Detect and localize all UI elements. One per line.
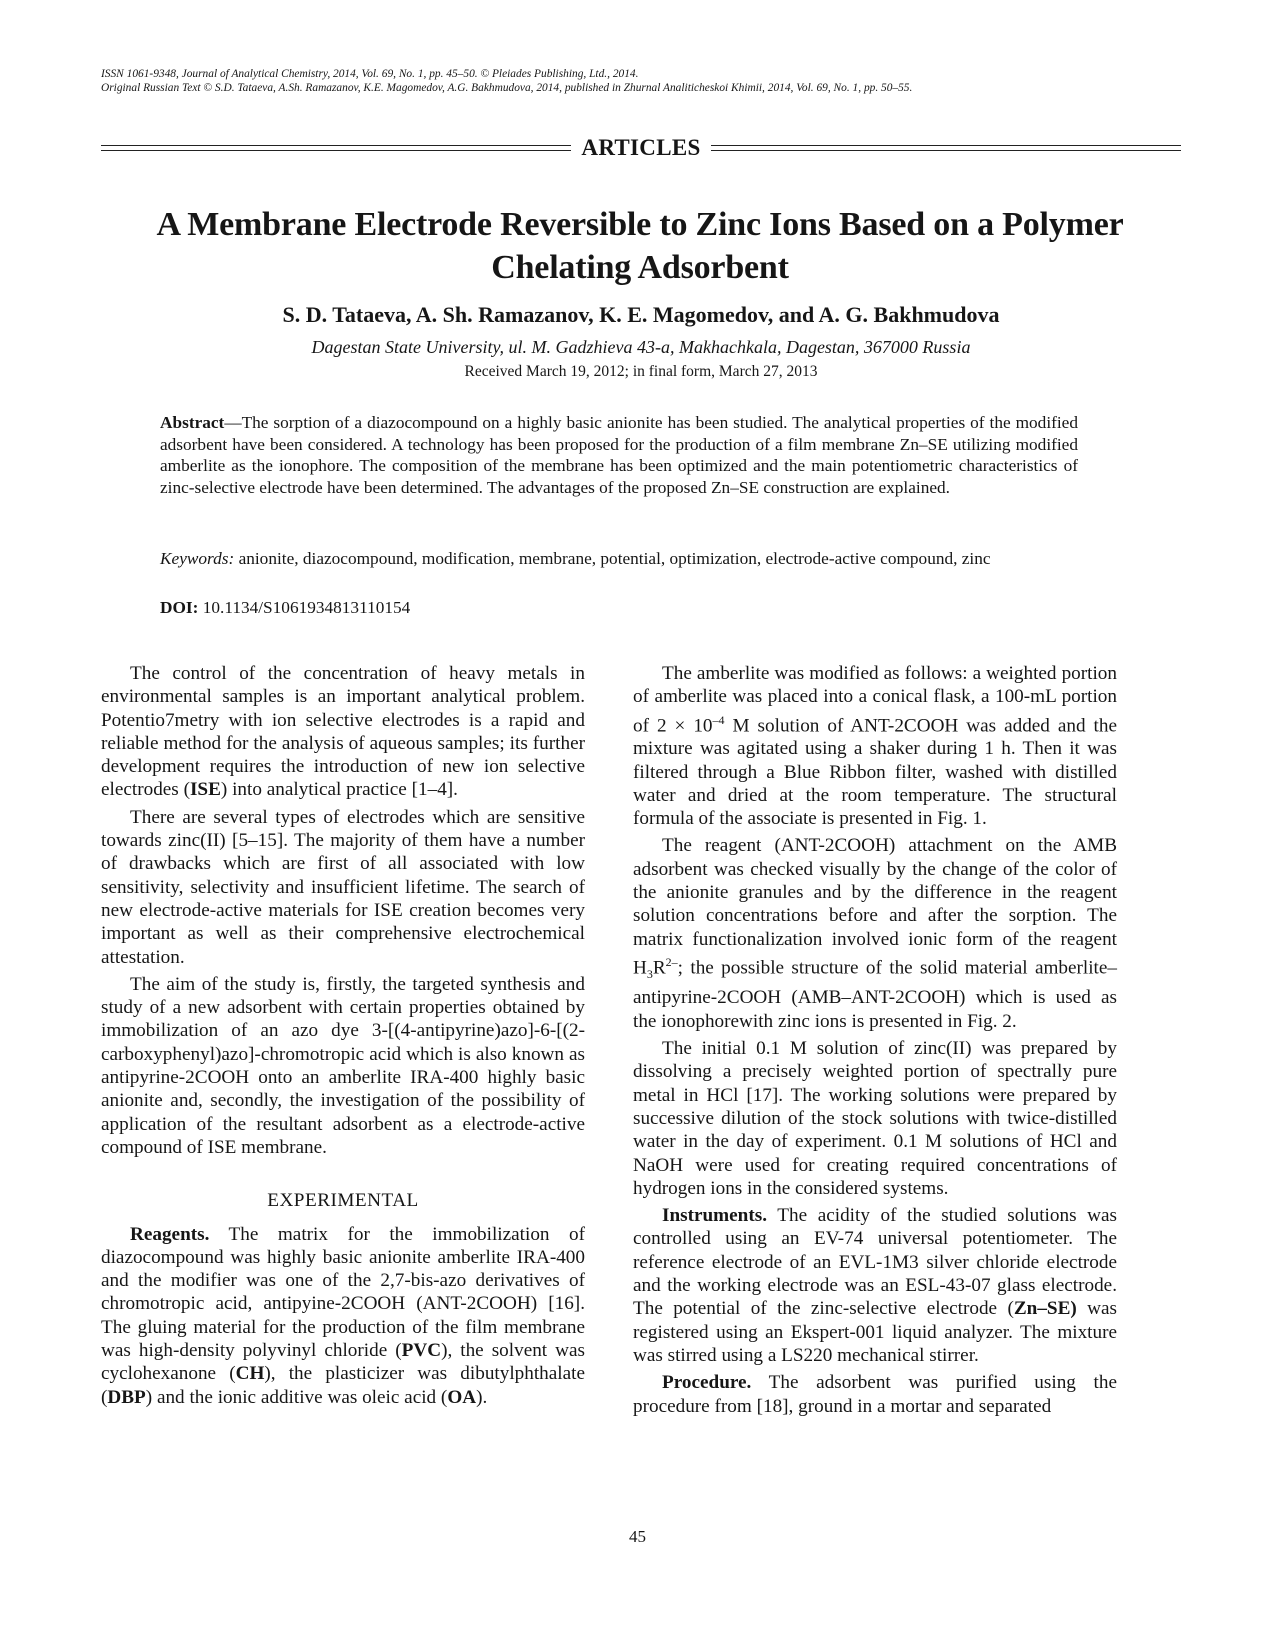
paragraph: [633, 662, 1117, 830]
abstract-text: —The sorption of a diazocompound on a highly basic anionite has been studied. The analytical properties of the modified adsorbent have been considered. A technology has been proposed for the production of a film membrane Zn–SE utilizing modified amberlite as the ionophore. The composition of the membrane has been optimized and the main potentiometric characteristics of zinc-selective electrode have been determined. The advantages of the proposed Zn–SE construction are explained.: [160, 413, 1078, 497]
paragraph: The aim of the study is, firstly, the targeted synthesis and study of a new adsorbent with certain properties obtained by immobilization of an azo dye 3-[(4-antipyrine)azo]-6-[(2-carboxyphenyl)azo]-chromotropic acid which is also known as antipyrine-2COOH onto an amberlite IRA-400 highly basic anionite and, secondly, the investigation of the possibility of application of the resultant adsorbent as a electrode-active compound of ISE membrane.: [101, 973, 585, 1158]
doi-label: DOI:: [160, 598, 199, 617]
paragraph: [633, 834, 1117, 1033]
section-rule-left: [101, 145, 571, 151]
run-in-heading: Instruments.: [662, 1205, 768, 1227]
keywords: [160, 548, 1078, 570]
abbrev-ch: CH: [235, 1363, 265, 1385]
paragraph-text: The amberlite was modified as follows: a weighted portion of amberlite was placed into a conical flask, a 100-mL portion of 2 × 10: [633, 663, 1117, 736]
paragraph-text: The matrix for the immobilization of diazocompound was highly basic anionite amberlite IRA-400 and the modifier was one of the 2,7-bis-azo derivatives of chromotropic acid, antipyine-2COOH (ANT-2COOH) [16]. The gluing material for the production of the film membrane was high-density polyvinyl chloride (: [101, 1223, 585, 1362]
abbrev-zn-se: Zn–SE): [1013, 1298, 1077, 1320]
paragraph-text: ), the solvent was cyclohexanone (: [101, 1340, 585, 1385]
paragraph: [101, 662, 585, 802]
abstract-label: Abstract: [160, 413, 225, 432]
journal-header: [101, 67, 1181, 95]
paragraph-text: The acidity of the studied solutions was controlled using an EV-74 universal potentiometer. The reference electrode of an EVL-1M3 silver chloride electrode and the working electrode was an ESL-43-07 glass electrode. The potential of the zinc-selective electrode (: [633, 1205, 1117, 1320]
keywords-text: anionite, diazocompound, modification, membrane, potential, optimization, electrode-active compound, zinc: [234, 549, 991, 568]
section-rule-right: [711, 145, 1181, 151]
section-label: ARTICLES: [581, 135, 701, 160]
left-column: [101, 662, 585, 1413]
paragraph-text: ) and the ionic additive was oleic acid (: [145, 1386, 448, 1408]
paragraph-text: ), the plasticizer was dibutylphthalate (: [101, 1363, 585, 1408]
abbrev-dbp: DBP: [107, 1386, 146, 1408]
received-dates: Received March 19, 2012; in final form, March 27, 2013: [464, 363, 818, 380]
paragraph: There are several types of electrodes which are sensitive towards zinc(II) [5–15]. The majority of them have a number of drawbacks which are first of all associated with low sensitivity, selectivity and insufficient lifetime. The search of new electrode-active materials for ISE creation becomes very important as well as their comprehensive electrochemical attestation.: [101, 806, 585, 968]
abbrev-ise: ISE: [189, 779, 221, 801]
doi-value: 10.1134/S1061934813110154: [198, 598, 411, 617]
run-in-heading: Reagents.: [130, 1223, 210, 1245]
subscript: 3: [646, 967, 653, 982]
paragraph-text: The control of the concentration of heavy metals in environmental samples is an important analytical problem. Potentio7metry with ion selective electrodes is a rapid and reliable method for the analysis of aqueous samples; its further development requires the introduction of new ion selective electrodes (: [101, 663, 585, 801]
right-column: [633, 662, 1117, 1422]
superscript: 2–: [665, 954, 678, 969]
title-line-1: A Membrane Electrode Reversible to Zinc Ions Based on a Polymer: [156, 206, 1124, 243]
superscript: –4: [712, 712, 725, 727]
paragraph-text: M solution of ANT-2COOH was added and the mixture was agitated using a shaker during 1 h. Then it was filtered through a Blue Ribbon filter, washed with distilled water and dried at the room temperature. The structural formula of the associate is presented in Fig. 1.: [633, 714, 1118, 830]
doi: [160, 598, 1078, 618]
paragraph-text: ; the possible structure of the solid material amberlite–antipyrine-2COOH (AMB–ANT-2COOH) which is used as the ionophorewith zinc ions is presented in Fig. 2.: [633, 957, 1117, 1032]
header-line-2: Original Russian Text © S.D. Tataeva, A.Sh. Ramazanov, K.E. Magomedov, A.G. Bakhmudova, 2014, published in Zhurnal Analiticheskoi Khimii, 2014, Vol. 69, No. 1, pp. 50–55.: [101, 82, 913, 94]
keywords-label: Keywords:: [160, 549, 235, 568]
affiliation: Dagestan State University, ul. M. Gadzhieva 43-a, Makhachkala, Dagestan, 367000 Russia: [311, 337, 971, 357]
paragraph-text: ) into analytical practice [1–4].: [220, 779, 458, 801]
abstract: [160, 412, 1078, 498]
formula-letter: R: [652, 957, 666, 979]
abbrev-oa: OA: [447, 1386, 477, 1408]
section-heading-experimental: EXPERIMENTAL: [267, 1190, 419, 1212]
title-line-2: Chelating Adsorbent: [491, 249, 789, 286]
run-in-heading: Procedure.: [662, 1372, 752, 1394]
abbrev-pvc: PVC: [401, 1340, 442, 1362]
paragraph-instruments: [633, 1204, 1117, 1367]
header-line-1: ISSN 1061-9348, Journal of Analytical Chemistry, 2014, Vol. 69, No. 1, pp. 45–50. © Pleiades Publishing, Ltd., 2014.: [101, 68, 639, 80]
paper-title: [90, 203, 1190, 289]
paragraph-procedure: [633, 1371, 1117, 1418]
paragraph-text: ).: [476, 1386, 488, 1408]
paragraph: The initial 0.1 M solution of zinc(II) was prepared by dissolving a precisely weighted portion of spectrally pure metal in HCl [17]. The working solutions were prepared by successive dilution of the stock solutions with twice-distilled water in the day of experiment. 0.1 M solutions of HCl and NaOH were used for creating required concentrations of hydrogen ions in the considered systems.: [633, 1038, 1117, 1199]
page-number: 45: [629, 1527, 646, 1546]
paragraph-reagents: [101, 1223, 585, 1409]
section-bar: [101, 134, 1181, 162]
paragraph-text: The adsorbent was purified using the procedure from [18], ground in a mortar and separated: [633, 1372, 1117, 1417]
paragraph-text: was registered using an Ekspert-001 liquid analyzer. The mixture was stirred using a LS220 mechanical stirrer.: [633, 1298, 1117, 1366]
paragraph-text: The reagent (ANT-2COOH) attachment on the AMB adsorbent was checked visually by the change of the color of the anionite granules and by the difference in the reagent solution concentrations before and after the sorption. The matrix functionalization involved ionic form of the reagent H: [633, 835, 1117, 979]
authors: S. D. Tataeva, A. Sh. Ramazanov, K. E. Magomedov, and A. G. Bakhmudova: [282, 302, 1000, 327]
